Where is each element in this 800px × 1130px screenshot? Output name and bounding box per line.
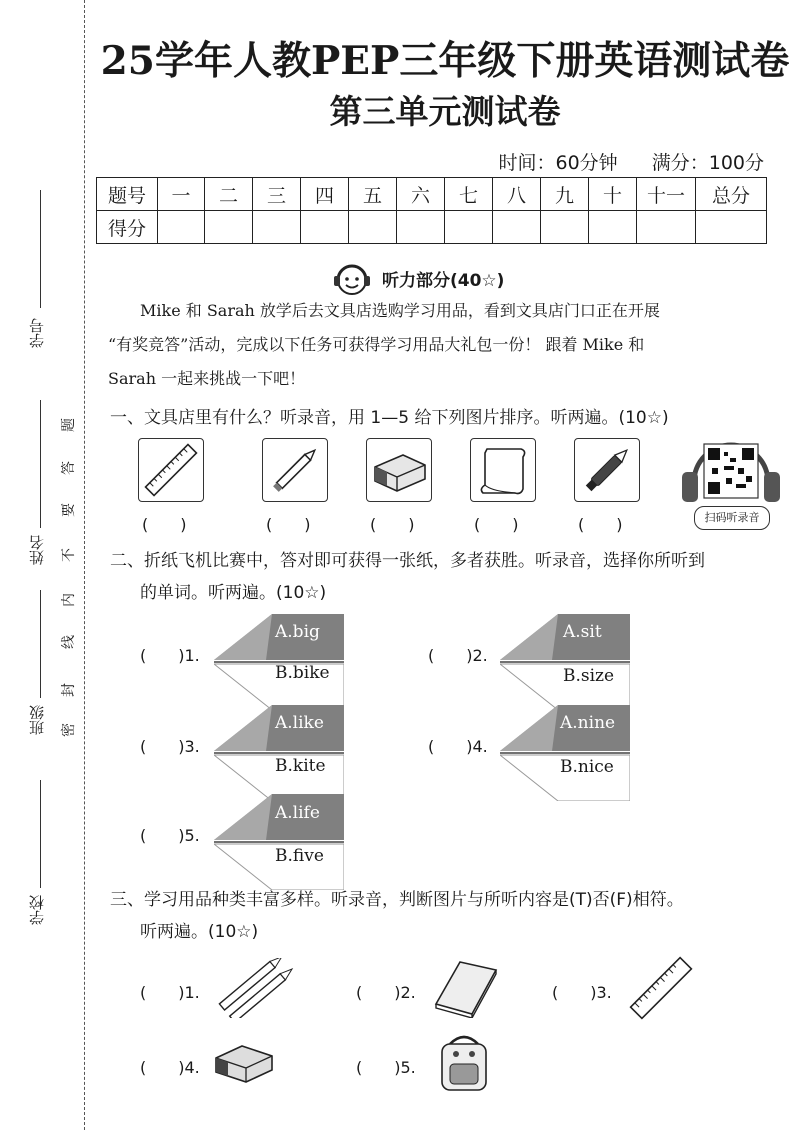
time-limit: 时间：60分钟 [498, 152, 618, 174]
option-b[interactable]: B.bike [275, 663, 330, 683]
option-a[interactable]: A.like [275, 713, 324, 733]
book-icon [430, 958, 500, 1018]
seal-char: 要 [61, 503, 77, 517]
seal-char: 题 [61, 418, 77, 432]
school-line [40, 780, 41, 888]
score-col: 四 [301, 178, 349, 211]
score-cell[interactable] [158, 211, 205, 244]
listening-title: 听力部分(40☆) [382, 270, 505, 291]
full-score: 满分：100分 [651, 152, 764, 174]
q2-item-number[interactable]: ( )2. [428, 646, 488, 665]
score-col: 十 [589, 178, 637, 211]
q1-heading: 一、文具店里有什么？听录音，用 1—5 给下列图片排序。听两遍。(10☆) [110, 408, 669, 428]
pencil-picture [262, 438, 328, 502]
exam-meta [471, 148, 765, 175]
eraser-picture [366, 438, 432, 502]
option-a[interactable]: A.sit [563, 622, 602, 642]
page-subtitle: 第三单元测试卷 [329, 92, 561, 131]
option-b[interactable]: B.kite [275, 756, 326, 776]
q3-item-number[interactable]: ( )3. [552, 983, 612, 1002]
score-table [96, 177, 767, 244]
q2-item-number[interactable]: ( )3. [140, 737, 200, 756]
q2-heading-line2: 的单词。听两遍。(10☆) [140, 583, 327, 603]
option-a[interactable]: A.life [275, 803, 320, 823]
ruler-picture [138, 438, 204, 502]
q2-heading-line1: 二、折纸飞机比赛中，答对即可获得一张纸，多者获胜。听录音，选择你所听到 [110, 551, 705, 571]
paper-icon [471, 439, 535, 501]
answer-blank[interactable]: ( ) [578, 515, 623, 534]
score-cell[interactable] [696, 211, 767, 244]
pencils-icon [210, 958, 304, 1018]
score-col: 九 [541, 178, 589, 211]
name-label: 姓名 [28, 535, 46, 565]
option-a[interactable]: A.nine [560, 713, 616, 733]
student-no-label: 学号 [28, 318, 46, 348]
listening-heading [330, 258, 504, 298]
score-cell[interactable] [301, 211, 349, 244]
score-col: 十一 [637, 178, 696, 211]
pen-picture [574, 438, 640, 502]
q3-item-number[interactable]: ( )4. [140, 1058, 200, 1077]
score-cell[interactable] [397, 211, 445, 244]
q3-item-number[interactable]: ( )2. [356, 983, 416, 1002]
name-line [40, 400, 41, 528]
option-b[interactable]: B.nice [560, 757, 614, 777]
score-col: 三 [253, 178, 301, 211]
score-row-label: 得分 [97, 211, 158, 244]
score-col: 总分 [696, 178, 767, 211]
q2-item-number[interactable]: ( )1. [140, 646, 200, 665]
answer-blank[interactable]: ( ) [370, 515, 415, 534]
binding-line [84, 0, 85, 1130]
score-cell[interactable] [493, 211, 541, 244]
q3-heading-line1: 三、学习用品种类丰富多样。听录音，判断图片与所听内容是(T)否(F)相符。 [110, 890, 684, 910]
score-header-label: 题号 [97, 178, 158, 211]
score-cell[interactable] [637, 211, 696, 244]
score-col: 二 [205, 178, 253, 211]
school-label: 学校 [28, 895, 46, 925]
headphones-icon [676, 432, 786, 512]
pen-icon [575, 439, 639, 501]
score-cell[interactable] [205, 211, 253, 244]
score-cell[interactable] [349, 211, 397, 244]
seal-char: 线 [61, 635, 77, 649]
score-cell[interactable] [589, 211, 637, 244]
class-line [40, 590, 41, 698]
pencil-icon [263, 439, 327, 501]
score-value-row [97, 211, 767, 244]
eraser-icon [367, 439, 431, 501]
score-col: 五 [349, 178, 397, 211]
q3-heading-line2: 听两遍。(10☆) [140, 922, 259, 942]
q2-item-number[interactable]: ( )4. [428, 737, 488, 756]
q3-item-number[interactable]: ( )1. [140, 983, 200, 1002]
seal-char: 答 [61, 461, 77, 475]
class-label: 班级 [28, 705, 46, 735]
score-cell[interactable] [445, 211, 493, 244]
seal-char: 不 [61, 548, 77, 562]
answer-blank[interactable]: ( ) [474, 515, 519, 534]
score-col: 八 [493, 178, 541, 211]
option-a[interactable]: A.big [275, 622, 320, 642]
ruler-icon [139, 439, 203, 501]
eraser-icon [212, 1040, 276, 1084]
intro-line: “有奖竞答”活动，完成以下任务可获得学习用品大礼包一份！ 跟着 Mike 和 [108, 335, 645, 354]
score-cell[interactable] [541, 211, 589, 244]
headphone-face-icon [330, 258, 374, 298]
q3-item-number[interactable]: ( )5. [356, 1058, 416, 1077]
answer-blank[interactable]: ( ) [142, 515, 187, 534]
seal-char: 封 [61, 683, 77, 697]
ruler-icon [626, 952, 696, 1024]
qr-code-badge[interactable] [676, 432, 786, 532]
option-b[interactable]: B.five [275, 846, 324, 866]
score-header-row [97, 178, 767, 211]
score-col: 七 [445, 178, 493, 211]
schoolbag-icon [432, 1030, 496, 1096]
option-b[interactable]: B.size [563, 666, 615, 686]
answer-blank[interactable]: ( ) [266, 515, 311, 534]
q2-item-number[interactable]: ( )5. [140, 826, 200, 845]
student-no-line [40, 190, 41, 308]
score-cell[interactable] [253, 211, 301, 244]
score-col: 六 [397, 178, 445, 211]
intro-line: Sarah 一起来挑战一下吧！ [108, 369, 306, 388]
page-title: 25学年人教PEP三年级下册英语测试卷 [100, 38, 790, 84]
paper-picture [470, 438, 536, 502]
seal-char: 内 [61, 593, 77, 607]
score-col: 一 [158, 178, 205, 211]
intro-line: Mike 和 Sarah 放学后去文具店选购学习用品，看到文具店门口正在开展 [140, 301, 660, 320]
seal-char: 密 [61, 723, 77, 737]
qr-caption: 扫码听录音 [694, 506, 770, 530]
